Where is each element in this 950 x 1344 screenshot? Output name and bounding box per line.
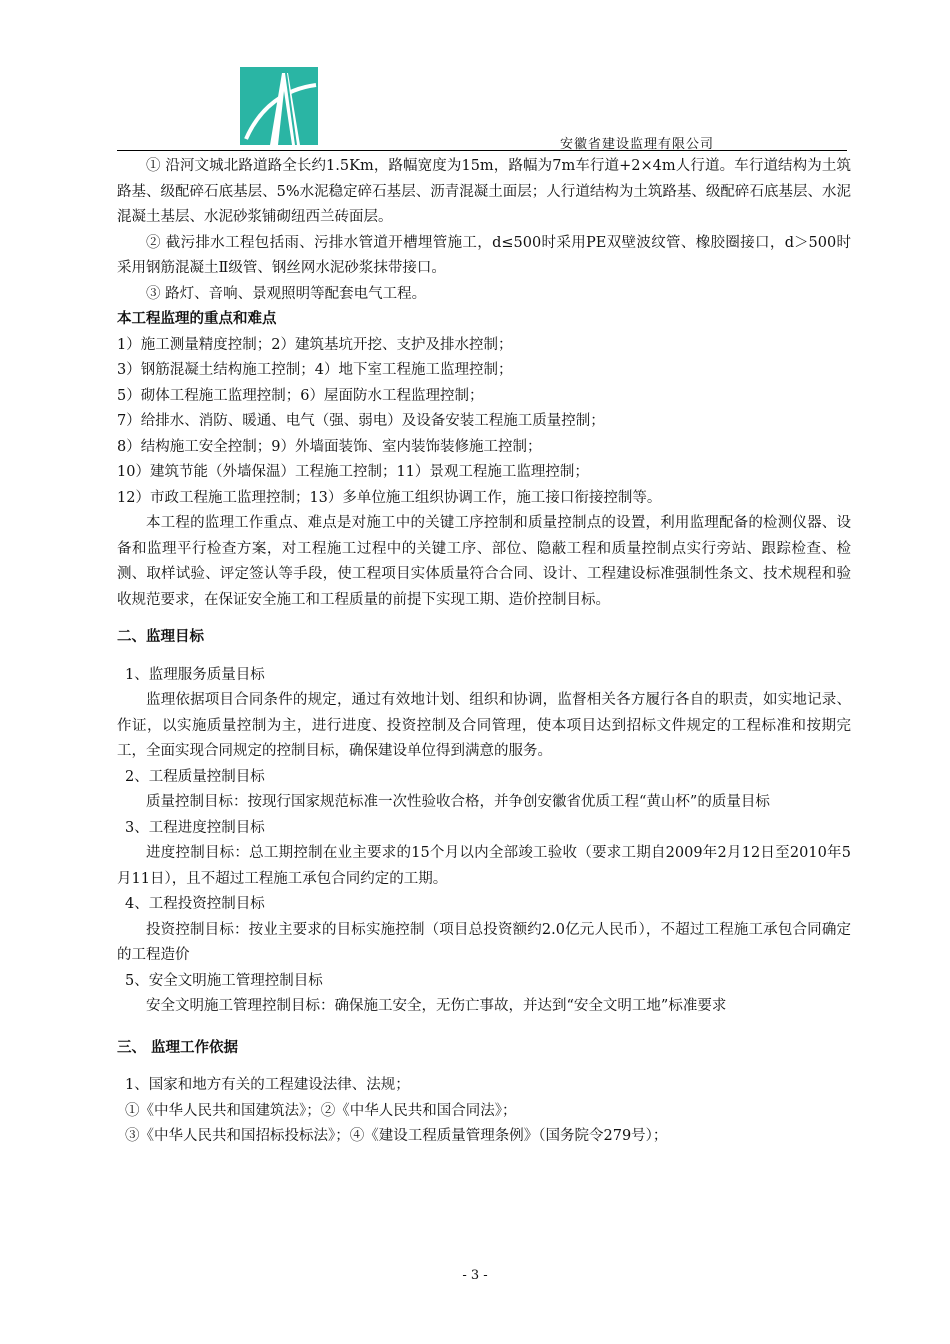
goal-title: 4、工程投资控制目标	[125, 896, 265, 912]
goal-body: 质量控制目标：按现行国家规范标准一次性验收合格，并争创安徽省优质工程“黄山杯”的质量目标	[146, 794, 770, 810]
scope-item: ③ 路灯、音响、景观照明等配套电气工程。	[146, 285, 427, 302]
goal-body: 安全文明施工管理控制目标：确保施工安全，无伤亡事故，并达到“安全文明工地”标准要求	[146, 998, 727, 1014]
section3-heading: 三、 监理工作依据	[117, 1039, 239, 1056]
basis-line: ①《中华人民共和国建筑法》；②《中华人民共和国合同法》；	[125, 1102, 517, 1119]
key-point-item: 7）给排水、消防、暖通、电气（强、弱电）及设备安装工程施工质量控制；	[117, 413, 605, 429]
basis-line: 1、国家和地方有关的工程建设法律、法规；	[125, 1077, 410, 1093]
scope-item: ② 截污排水工程包括雨、污排水管道开槽埋管施工，d≤500时采用PE双壁波纹管、橡胶圈接口，d＞500时采用钢筋混凝土Ⅱ级管、钢丝网水泥砂浆抹带接口。	[117, 234, 851, 276]
company-name: 安徽省建设监理有限公司	[560, 137, 715, 152]
page-content	[117, 154, 851, 1150]
key-point-item: 3）钢筋混凝土结构施工控制；4）地下室工程施工监理控制；	[117, 362, 513, 378]
key-points-summary: 本工程的监理工作重点、难点是对施工中的关键工序控制和质量控制点的设置，利用监理配备的检测仪器、设备和监理平行检查方案，对工程施工过程中的关键工序、部位、隐蔽工程和质量控制点实行旁站、跟踪检查、检测、取样试验、评定签认等手段，使工程项目实体质量符合合同、设计、工程建设标准强制性条文、技术规程和验收规范要求，在保证安全施工和工程质量的前提下实现工期、造价控制目标。	[117, 515, 851, 608]
goal-title: 1、监理服务质量目标	[125, 666, 265, 683]
basis-line: ③《中华人民共和国招标投标法》；④《建设工程质量管理条例》（国务院令279号）；	[125, 1128, 668, 1144]
scope-item: ① 沿河文城北路道路全长约1.5Km，路幅宽度为15m，路幅为7m车行道+2×4m人行道。车行道结构为土筑路基、级配碎石底基层、5%水泥稳定碎石基层、沥青混凝土面层；人行道结构为土筑路基、级配碎石底基层、水泥混凝土基层、水泥砂浆铺砌纽西兰砖面层。	[117, 158, 851, 225]
page-number: - 3 -	[462, 1268, 488, 1283]
section2-heading: 二、监理目标	[117, 629, 204, 645]
key-point-item: 12）市政工程施工监理控制；13）多单位施工组织协调工作，施工接口衔接控制等。	[117, 489, 662, 506]
goal-title: 2、工程质量控制目标	[125, 768, 265, 785]
goal-body: 监理依据项目合同条件的规定，通过有效地计划、组织和协调，监督相关各方履行各自的职责，如实地记录、作证，以实施质量控制为主，进行进度、投资控制及合同管理，使本项目达到招标文件规定的工程标准和按期完工，全面实现合同规定的控制目标，确保建设单位得到满意的服务。	[117, 692, 851, 759]
goal-title: 5、安全文明施工管理控制目标	[125, 972, 323, 989]
key-points-heading: 本工程监理的重点和难点	[117, 311, 277, 327]
company-logo-icon	[240, 67, 318, 145]
goal-title: 3、工程进度控制目标	[125, 819, 265, 836]
goal-body: 进度控制目标：总工期控制在业主要求的15个月以内全部竣工验收（要求工期自2009年2月12日至2010年5月11日），且不超过工程施工承包合同约定的工期。	[117, 845, 851, 887]
goal-body: 投资控制目标：按业主要求的目标实施控制（项目总投资额约2.0亿元人民币），不超过工程施工承包合同确定的工程造价	[117, 921, 851, 963]
key-point-item: 10）建筑节能（外墙保温）工程施工控制；11）景观工程施工监理控制；	[117, 464, 589, 480]
header-rule	[117, 150, 847, 151]
key-point-item: 8）结构施工安全控制；9）外墙面装饰、室内装饰装修施工控制；	[117, 438, 542, 455]
key-point-item: 5）砌体工程施工监理控制；6）屋面防水工程监理控制；	[117, 387, 484, 404]
key-point-item: 1）施工测量精度控制；2）建筑基坑开挖、支护及排水控制；	[117, 336, 513, 353]
